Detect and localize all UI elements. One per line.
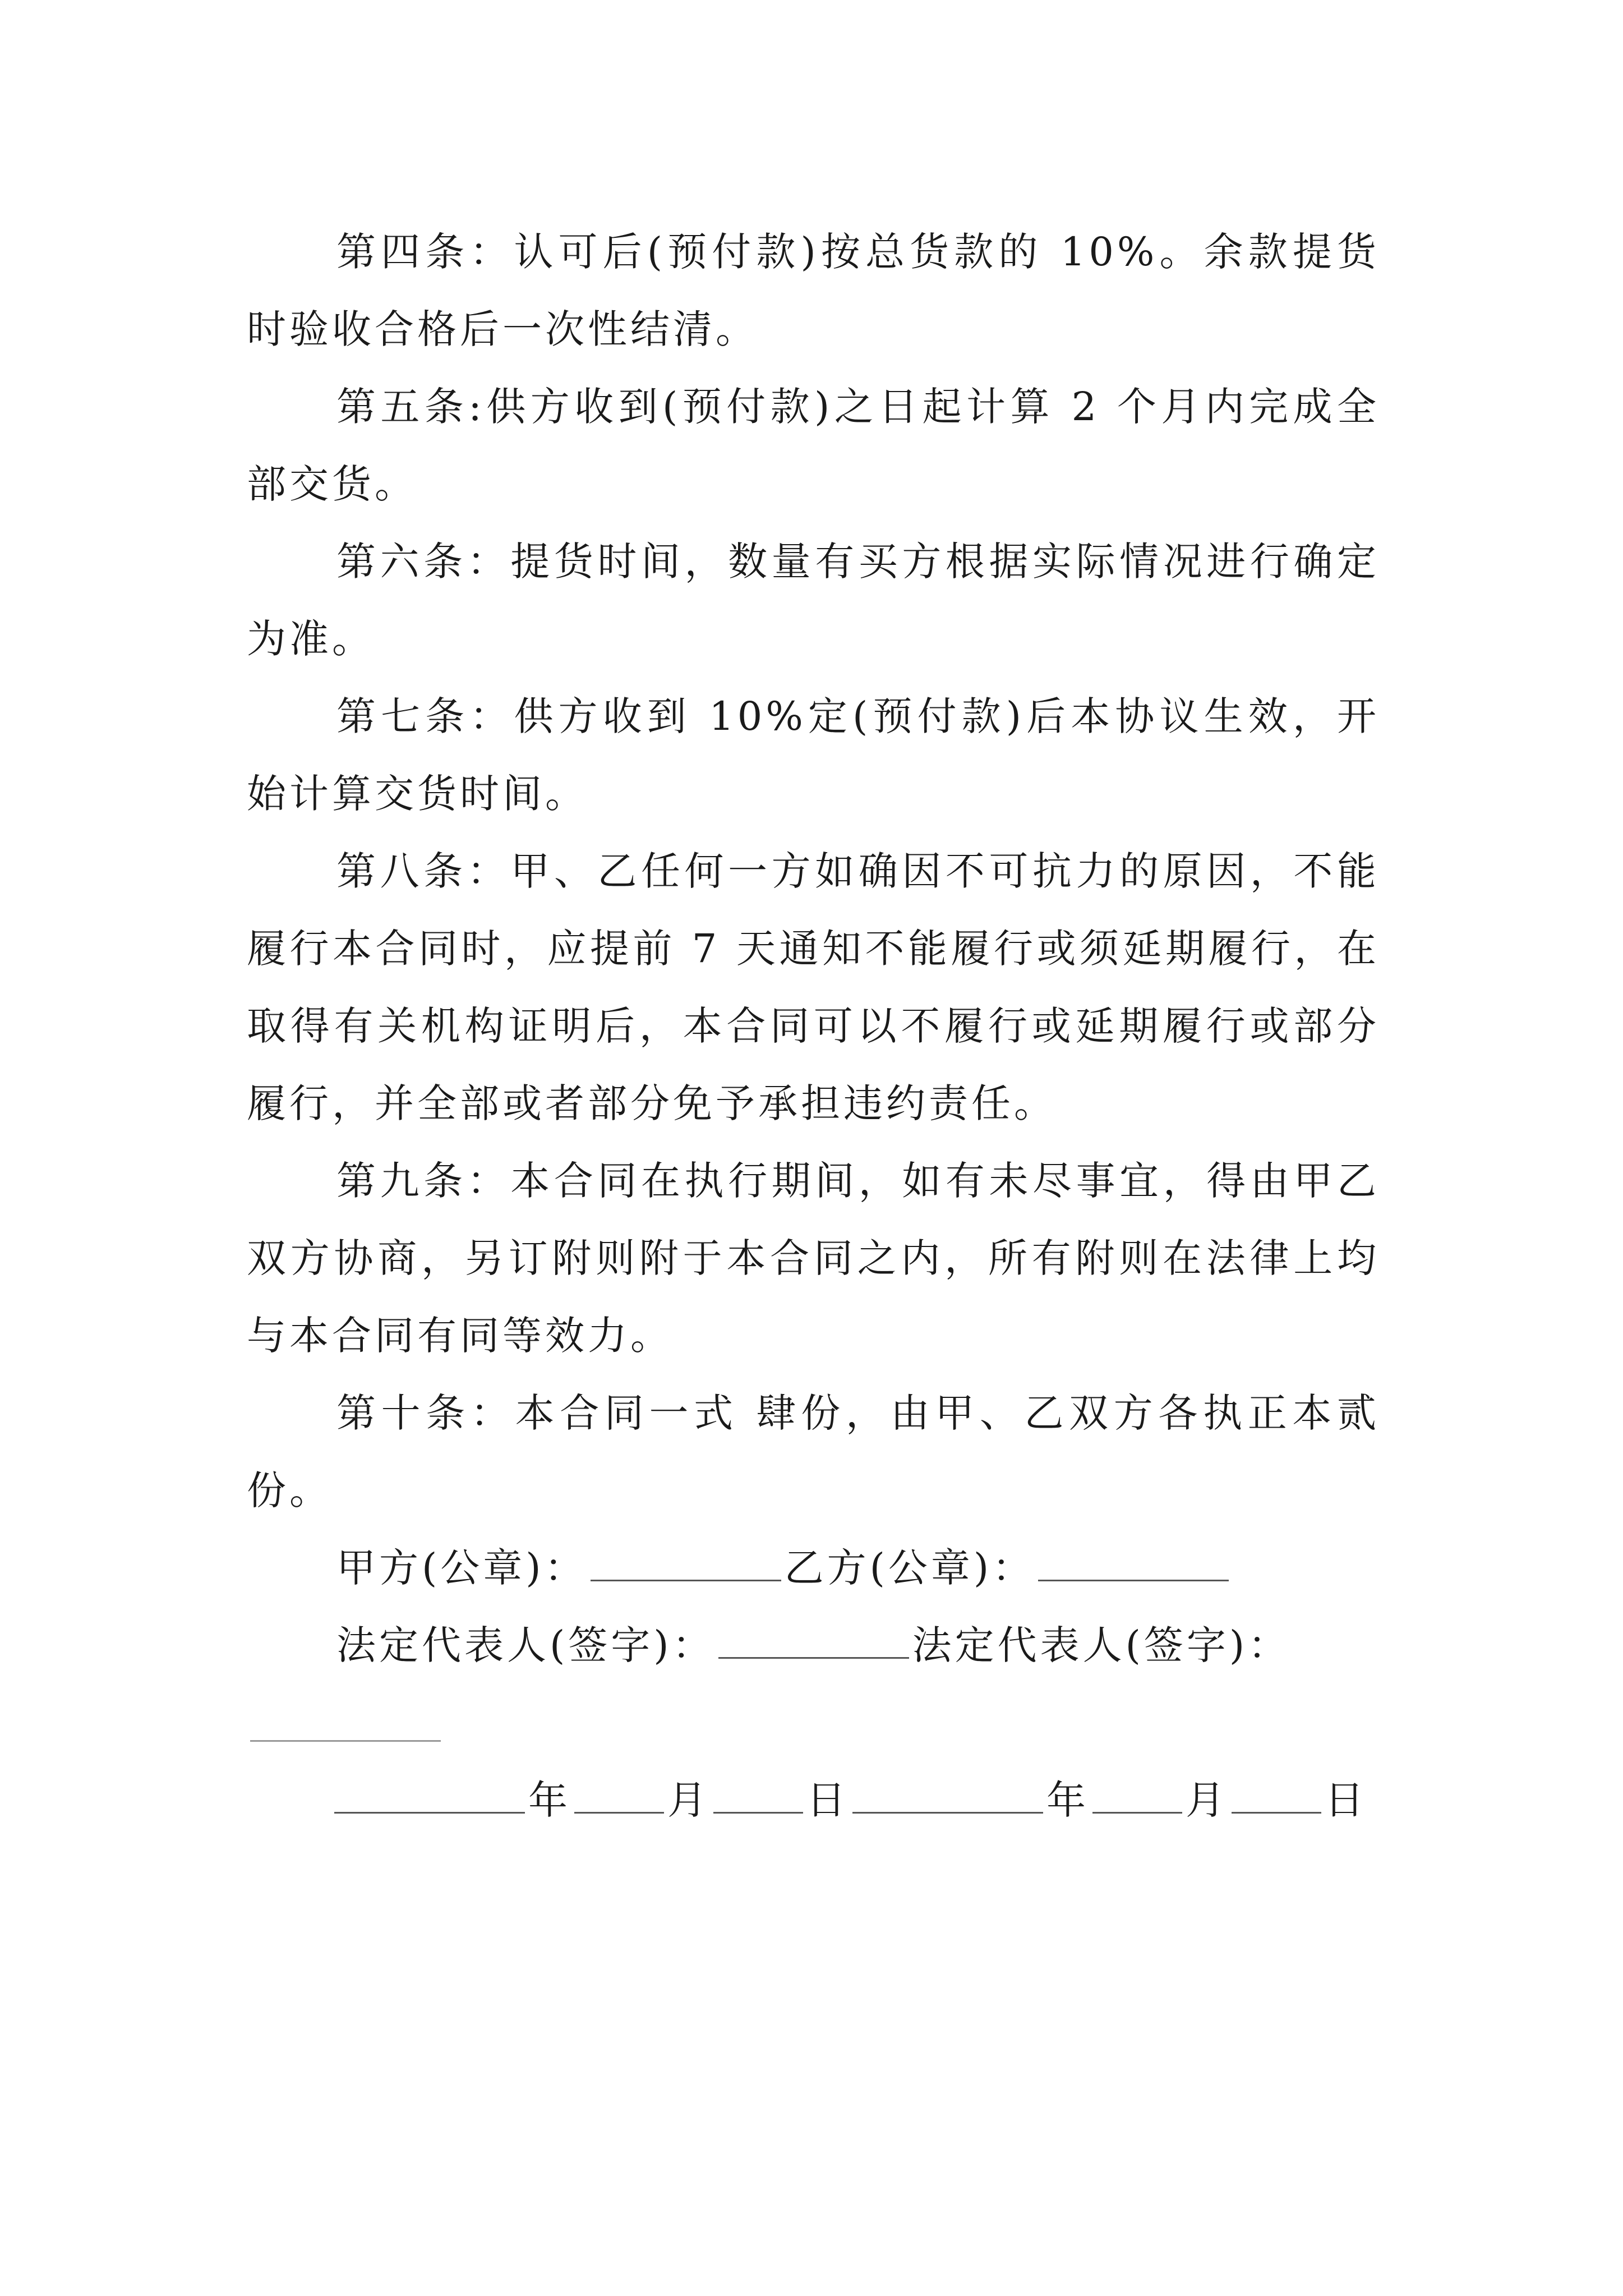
- clause-7: 第七条：供方收到 10%定(预付款)后本协议生效，开始计算交货时间。: [247, 693, 1380, 817]
- month-b-label: 月: [1186, 1777, 1228, 1823]
- rep-b-label: 法定代表人(签字)：: [912, 1622, 1291, 1668]
- clause-4: 第四条：认可后(预付款)按总货款的 10%。余款提货时验收合格后一次性结清。: [247, 229, 1380, 352]
- party-b-seal-blank[interactable]: [1038, 1546, 1229, 1581]
- seal-line: [247, 1529, 1380, 1607]
- clause-8: 第八条：甲、乙任何一方如确因不可抗力的原因，不能履行本合同时，应提前 7 天通知不能履行或须延期履行，在取得有关机构证明后，本合同可以不履行或延期履行或部分履行，并全部或者部分免予承担违约责任。: [247, 848, 1380, 1126]
- year-b-label: 年: [1046, 1777, 1089, 1823]
- month-b-blank[interactable]: [1092, 1778, 1182, 1814]
- year-b-blank[interactable]: [852, 1778, 1043, 1814]
- rep-b-blank-wrap: [247, 1684, 1380, 1761]
- clause-5: 第五条:供方收到(预付款)之日起计算 2 个月内完成全部交货。: [247, 384, 1380, 507]
- day-a-blank[interactable]: [713, 1778, 803, 1814]
- rep-b-blank[interactable]: [250, 1706, 441, 1742]
- day-a-label: 日: [806, 1777, 849, 1823]
- clause-6: 第六条：提货时间，数量有买方根据实际情况进行确定为准。: [247, 539, 1380, 662]
- day-b-label: 日: [1325, 1777, 1367, 1823]
- representative-line: [247, 1607, 1380, 1684]
- month-a-label: 月: [667, 1777, 710, 1823]
- month-a-blank[interactable]: [574, 1778, 664, 1814]
- rep-a-blank[interactable]: [718, 1623, 909, 1659]
- year-a-label: 年: [528, 1777, 571, 1823]
- contract-page: [247, 213, 1380, 1839]
- rep-a-label: 法定代表人(签字)：: [336, 1622, 715, 1668]
- day-b-blank[interactable]: [1232, 1778, 1321, 1814]
- party-a-seal-label: 甲方(公章)：: [336, 1545, 587, 1591]
- party-b-seal-label: 乙方(公章)：: [784, 1545, 1035, 1591]
- clause-10: 第十条：本合同一式 肆份，由甲、乙双方各执正本贰份。: [247, 1390, 1380, 1513]
- date-line: [247, 1761, 1380, 1839]
- year-a-blank[interactable]: [334, 1778, 525, 1814]
- clause-9: 第九条：本合同在执行期间，如有未尽事宜，得由甲乙双方协商，另订附则附于本合同之内，所有附则在法律上均与本合同有同等效力。: [247, 1158, 1380, 1359]
- party-a-seal-blank[interactable]: [591, 1546, 781, 1581]
